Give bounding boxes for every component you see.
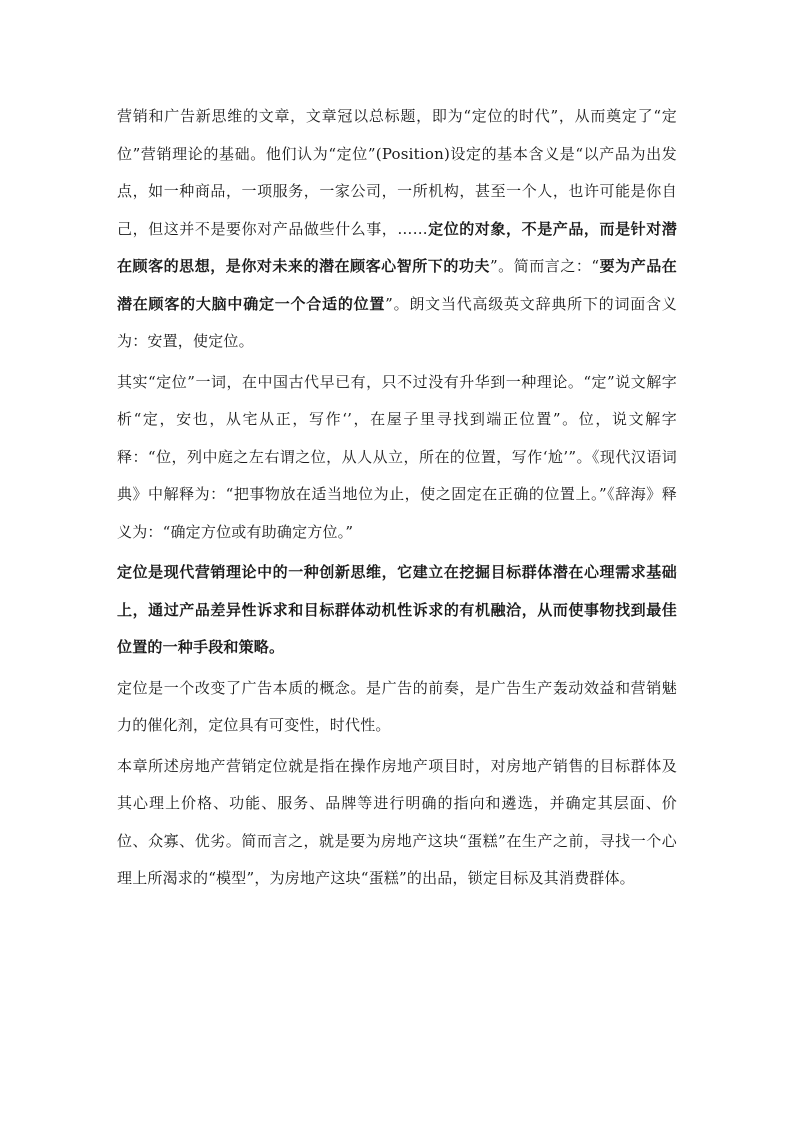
paragraph-real-estate-positioning: 本章所述房地产营销定位就是指在操作房地产项目时，对房地产销售的目标群体及其心理上价格、功能、服务、品牌等进行明确的指向和遴选，并确定其层面、价位、众寡、优劣。简而言之，就是要为房地产这块“蛋糕”在生产之前，寻找一个心理上所渴求的“模型”，为房地产这块“蛋糕”的出品，锁定目标及其消费群体。 [117,756,677,887]
paragraph-text: 营销和广告新思维的文章，文章冠以总标题，即为“定位的时代”，从而奠定了“定位”营销理论的基础。他们认为“定位”(Position)设定的基本含义是“以产品为出发点，如一种商品，一项服务，一家公司，一所机构，甚至一个人，也许可能是你自己，但这并不是要你对产品做些什么事，…… [117,107,677,238]
paragraph-text: ”。朗文当代高级英文辞典所下的词面含义为：安置，使定位。 [117,294,677,350]
paragraph-chinese-etymology: 其实“定位”一词，在中国古代早已有，只不过没有升华到一种理论。“定”说文解字析“定，安也，从宅从正，写作‘’，在屋子里寻找到端正位置”。位，说文解字释：“位，列中庭之左右谓之位，从人从立，所在的位置，写作‘尬’”。《现代汉语词典》中解释为：“把事物放在适当地位为止，使之固定在正确的位置上。”《辞海》释义为：“确定方位或有助确定方位。” [117,372,677,541]
bold-emphasis: 要为产品在潜在顾客的大脑中确定一个合适的位置 [117,257,677,313]
paragraph-text: ”。简而言之：“ [489,257,600,275]
paragraph-positioning-origin [117,98,677,361]
document-body [117,98,677,898]
bold-emphasis: 定位的对象，不是产品，而是针对潜在顾客的思想，是你对未来的潜在顾客心智所下的功夫 [117,219,677,275]
paragraph-advertising-concept: 定位是一个改变了广告本质的概念。是广告的前奏，是广告生产轰动效益和营销魅力的催化剂，定位具有可变性，时代性。 [117,678,677,734]
paragraph-positioning-definition: 定位是现代营销理论中的一种创新思维，它建立在挖掘目标群体潜在心理需求基础上，通过产品差异性诉求和目标群体动机性诉求的有机融洽，从而使事物找到最佳位置的一种手段和策略。 [117,563,677,656]
